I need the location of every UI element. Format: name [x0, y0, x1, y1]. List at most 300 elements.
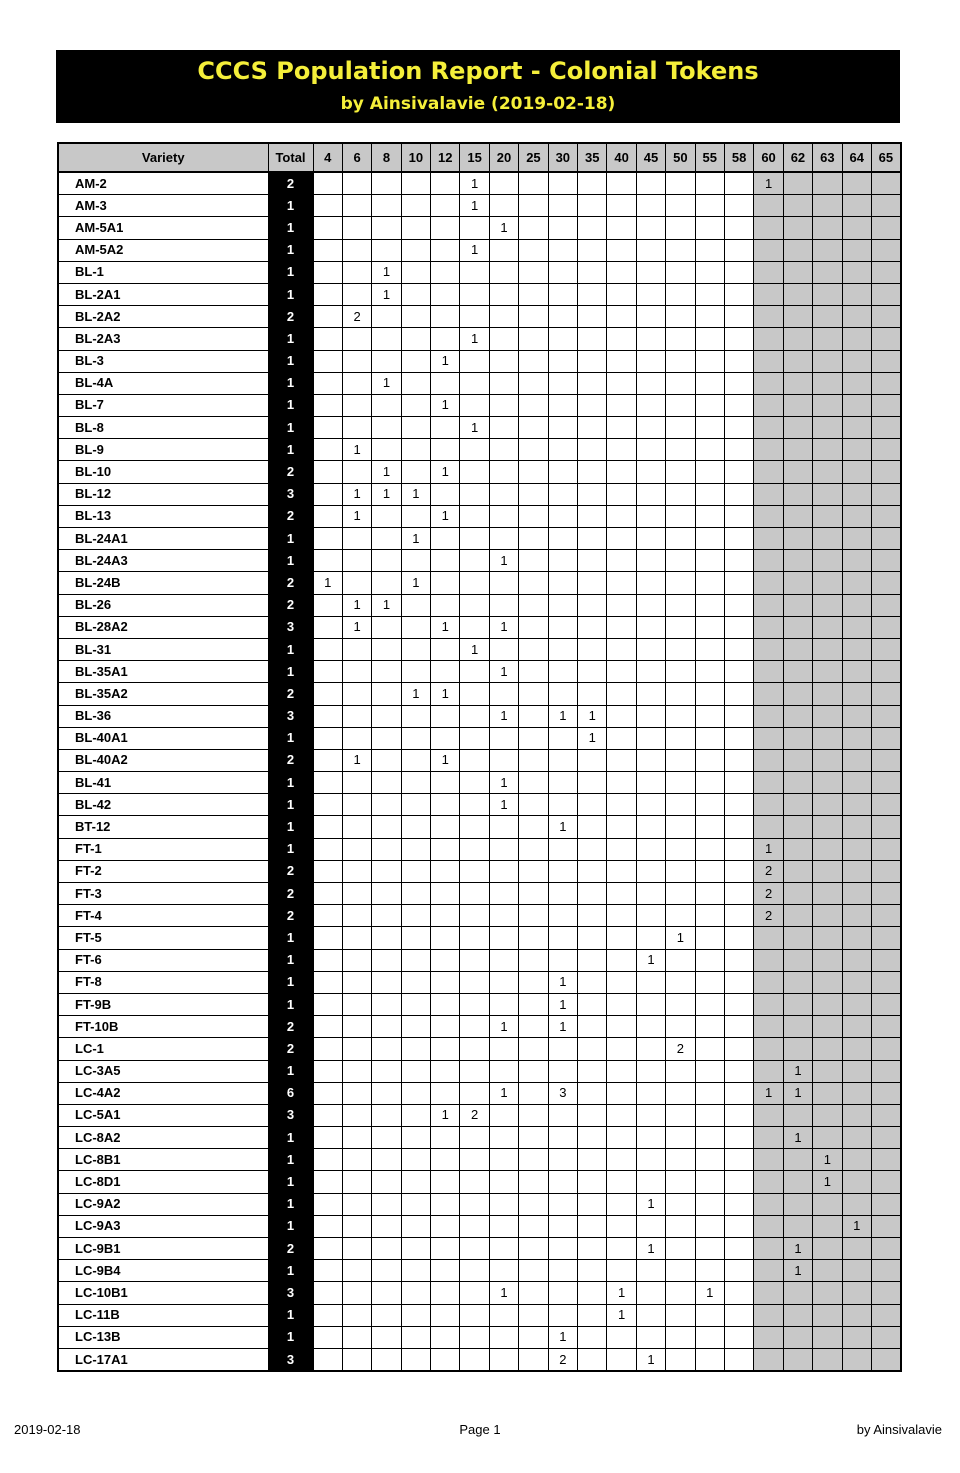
grade-count-cell	[489, 350, 518, 372]
total-cell: 1	[268, 971, 313, 993]
grade-count-cell	[783, 1282, 812, 1304]
grade-count-cell	[313, 1238, 342, 1260]
grade-count-cell	[813, 372, 842, 394]
grade-count-cell	[401, 838, 430, 860]
table-row	[58, 683, 901, 705]
grade-count-cell	[636, 394, 665, 416]
grade-count-cell	[754, 372, 783, 394]
variety-cell: BL-1	[58, 261, 268, 283]
grade-count-cell	[783, 816, 812, 838]
grade-count-cell	[372, 439, 401, 461]
grade-count-cell	[489, 261, 518, 283]
grade-count-cell	[666, 1104, 695, 1126]
table-row	[58, 461, 901, 483]
grade-count-cell	[666, 772, 695, 794]
grade-count-cell	[724, 505, 753, 527]
grade-count-cell	[754, 816, 783, 838]
grade-count-cell	[401, 195, 430, 217]
grade-count-cell	[607, 1238, 636, 1260]
total-cell: 1	[268, 1215, 313, 1237]
grade-count-cell: 1	[342, 483, 371, 505]
grade-count-cell	[519, 1238, 548, 1260]
grade-count-cell	[401, 172, 430, 195]
grade-count-cell	[431, 883, 460, 905]
grade-count-cell	[871, 328, 900, 350]
grade-count-cell: 1	[431, 749, 460, 771]
grade-count-cell	[460, 306, 489, 328]
grade-count-cell	[342, 838, 371, 860]
grade-count-cell	[578, 261, 607, 283]
grade-count-cell	[636, 727, 665, 749]
table-row	[58, 860, 901, 882]
grade-count-cell	[372, 1326, 401, 1348]
grade-count-cell	[372, 1127, 401, 1149]
grade-count-cell	[460, 1060, 489, 1082]
grade-count-cell: 1	[372, 594, 401, 616]
grade-count-cell	[607, 616, 636, 638]
grade-count-cell	[519, 727, 548, 749]
grade-count-cell	[578, 794, 607, 816]
grade-count-cell	[460, 1282, 489, 1304]
grade-count-cell	[636, 772, 665, 794]
grade-count-cell	[783, 1326, 812, 1348]
grade-count-cell	[813, 1238, 842, 1260]
variety-cell: BL-7	[58, 394, 268, 416]
grade-count-cell	[372, 1238, 401, 1260]
grade-count-cell	[871, 705, 900, 727]
grade-count-cell	[548, 261, 577, 283]
grade-count-cell	[813, 528, 842, 550]
grade-count-cell	[489, 816, 518, 838]
grade-count-cell	[401, 727, 430, 749]
grade-count-cell	[431, 1171, 460, 1193]
grade-count-cell	[313, 860, 342, 882]
grade-count-cell	[489, 372, 518, 394]
grade-count-cell	[842, 394, 871, 416]
grade-count-cell	[636, 483, 665, 505]
grade-count-cell	[871, 794, 900, 816]
grade-count-cell	[372, 1038, 401, 1060]
grade-count-cell	[754, 505, 783, 527]
grade-count-cell	[607, 550, 636, 572]
table-row	[58, 172, 901, 195]
grade-count-cell	[607, 439, 636, 461]
grade-count-cell	[724, 1149, 753, 1171]
grade-count-cell	[431, 1060, 460, 1082]
grade-count-cell: 1	[372, 261, 401, 283]
grade-count-cell: 1	[489, 1282, 518, 1304]
grade-count-cell	[313, 661, 342, 683]
grade-count-cell	[342, 328, 371, 350]
grade-count-cell	[842, 1326, 871, 1348]
grade-count-cell	[578, 461, 607, 483]
grade-count-cell	[607, 195, 636, 217]
grade-count-cell	[695, 372, 724, 394]
grade-count-cell	[871, 195, 900, 217]
grade-count-cell	[783, 172, 812, 195]
grade-count-cell	[372, 195, 401, 217]
grade-count-cell: 1	[783, 1260, 812, 1282]
grade-count-cell	[372, 1016, 401, 1038]
grade-count-cell	[871, 1127, 900, 1149]
grade-count-cell	[431, 1016, 460, 1038]
grade-count-cell: 2	[548, 1348, 577, 1371]
grade-count-cell: 2	[754, 883, 783, 905]
grade-count-cell	[342, 1238, 371, 1260]
grade-count-cell	[431, 417, 460, 439]
grade-count-cell	[724, 616, 753, 638]
grade-count-cell	[636, 860, 665, 882]
grade-count-cell	[548, 661, 577, 683]
grade-count-cell	[724, 927, 753, 949]
grade-count-cell	[607, 1171, 636, 1193]
grade-count-cell	[754, 594, 783, 616]
grade-count-cell: 1	[548, 993, 577, 1015]
grade-count-cell	[636, 195, 665, 217]
grade-count-cell	[666, 283, 695, 305]
grade-count-cell	[871, 1326, 900, 1348]
grade-count-cell	[431, 727, 460, 749]
grade-count-cell	[636, 794, 665, 816]
grade-count-cell	[401, 971, 430, 993]
grade-count-cell	[401, 1348, 430, 1371]
grade-count-cell	[519, 1104, 548, 1126]
grade-count-cell	[666, 616, 695, 638]
grade-count-cell	[724, 239, 753, 261]
grade-count-cell	[813, 394, 842, 416]
grade-count-cell	[578, 417, 607, 439]
grade-count-cell	[754, 971, 783, 993]
grade-count-cell	[401, 993, 430, 1015]
variety-cell: BL-40A2	[58, 749, 268, 771]
total-cell: 1	[268, 283, 313, 305]
grade-count-cell	[342, 705, 371, 727]
grade-count-cell	[313, 350, 342, 372]
grade-count-cell	[578, 1193, 607, 1215]
grade-count-cell	[871, 1260, 900, 1282]
grade-count-cell	[519, 417, 548, 439]
grade-count-cell	[871, 594, 900, 616]
grade-count-cell	[636, 1060, 665, 1082]
grade-count-cell	[813, 838, 842, 860]
table-row	[58, 1127, 901, 1149]
table-row	[58, 927, 901, 949]
grade-count-cell	[372, 505, 401, 527]
grade-count-cell	[489, 572, 518, 594]
grade-count-cell	[754, 683, 783, 705]
grade-count-cell	[754, 572, 783, 594]
grade-count-cell	[724, 528, 753, 550]
grade-header: 62	[783, 143, 812, 172]
grade-count-cell	[313, 772, 342, 794]
grade-count-cell	[783, 1016, 812, 1038]
grade-count-cell	[372, 528, 401, 550]
grade-count-cell	[871, 550, 900, 572]
grade-count-cell	[460, 905, 489, 927]
grade-count-cell	[813, 816, 842, 838]
total-cell: 2	[268, 572, 313, 594]
grade-header: 58	[724, 143, 753, 172]
grade-count-cell: 1	[342, 616, 371, 638]
grade-count-cell	[813, 705, 842, 727]
header-row	[58, 143, 901, 172]
grade-count-cell	[871, 1304, 900, 1326]
grade-count-cell	[431, 594, 460, 616]
grade-count-cell	[724, 594, 753, 616]
grade-count-cell	[342, 1016, 371, 1038]
grade-header: 45	[636, 143, 665, 172]
grade-count-cell	[460, 283, 489, 305]
grade-count-cell	[695, 306, 724, 328]
variety-cell: LC-8A2	[58, 1127, 268, 1149]
total-cell: 1	[268, 1060, 313, 1082]
grade-count-cell	[578, 905, 607, 927]
grade-count-cell	[342, 993, 371, 1015]
grade-count-cell: 1	[666, 927, 695, 949]
grade-count-cell	[636, 1149, 665, 1171]
grade-header: 20	[489, 143, 518, 172]
grade-count-cell	[460, 1127, 489, 1149]
grade-count-cell	[401, 1282, 430, 1304]
grade-count-cell	[666, 483, 695, 505]
grade-count-cell	[636, 417, 665, 439]
grade-count-cell	[871, 372, 900, 394]
variety-cell: AM-3	[58, 195, 268, 217]
grade-count-cell	[489, 1304, 518, 1326]
grade-count-cell	[489, 1127, 518, 1149]
grade-count-cell	[519, 971, 548, 993]
grade-count-cell	[607, 172, 636, 195]
grade-count-cell: 1	[401, 572, 430, 594]
grade-count-cell	[754, 350, 783, 372]
grade-count-cell	[519, 927, 548, 949]
grade-count-cell: 1	[431, 505, 460, 527]
grade-count-cell	[724, 306, 753, 328]
grade-count-cell	[783, 306, 812, 328]
table-row	[58, 306, 901, 328]
grade-count-cell	[871, 439, 900, 461]
grade-count-cell	[313, 483, 342, 505]
grade-count-cell	[813, 594, 842, 616]
report-subtitle: by Ainsivalavie (2019-02-18)	[340, 94, 616, 114]
grade-count-cell	[313, 283, 342, 305]
grade-count-cell	[342, 683, 371, 705]
grade-count-cell	[548, 749, 577, 771]
grade-count-cell: 2	[754, 860, 783, 882]
grade-count-cell	[754, 794, 783, 816]
grade-count-cell	[578, 1038, 607, 1060]
grade-count-cell	[695, 1193, 724, 1215]
grade-count-cell: 1	[372, 483, 401, 505]
grade-count-cell	[401, 417, 430, 439]
table-row	[58, 483, 901, 505]
grade-count-cell	[313, 949, 342, 971]
grade-count-cell	[548, 328, 577, 350]
grade-count-cell	[607, 1104, 636, 1126]
grade-count-cell	[724, 683, 753, 705]
grade-count-cell: 1	[342, 594, 371, 616]
grade-count-cell	[548, 417, 577, 439]
grade-count-cell	[636, 1104, 665, 1126]
variety-cell: AM-5A1	[58, 217, 268, 239]
grade-count-cell	[489, 1038, 518, 1060]
grade-count-cell	[754, 1304, 783, 1326]
variety-cell: BL-36	[58, 705, 268, 727]
grade-count-cell	[636, 838, 665, 860]
table-row	[58, 1016, 901, 1038]
grade-count-cell	[724, 1060, 753, 1082]
report-banner	[56, 50, 900, 123]
grade-count-cell	[666, 683, 695, 705]
grade-count-cell	[607, 505, 636, 527]
grade-count-cell	[372, 971, 401, 993]
grade-count-cell	[871, 1215, 900, 1237]
grade-count-cell	[695, 661, 724, 683]
grade-count-cell	[489, 1104, 518, 1126]
grade-count-cell	[519, 1304, 548, 1326]
grade-count-cell	[724, 461, 753, 483]
variety-cell: BL-13	[58, 505, 268, 527]
grade-count-cell	[724, 816, 753, 838]
grade-count-cell	[636, 572, 665, 594]
grade-count-cell	[724, 1326, 753, 1348]
grade-count-cell	[489, 483, 518, 505]
grade-count-cell: 1	[431, 461, 460, 483]
grade-count-cell	[401, 1238, 430, 1260]
grade-count-cell	[489, 727, 518, 749]
grade-count-cell	[813, 683, 842, 705]
grade-count-cell	[431, 927, 460, 949]
variety-cell: BT-12	[58, 816, 268, 838]
grade-count-cell	[842, 727, 871, 749]
grade-count-cell	[578, 283, 607, 305]
grade-count-cell	[754, 306, 783, 328]
grade-count-cell	[431, 794, 460, 816]
grade-count-cell	[842, 1016, 871, 1038]
grade-count-cell	[813, 971, 842, 993]
grade-count-cell	[813, 417, 842, 439]
table-row	[58, 1326, 901, 1348]
grade-count-cell	[871, 350, 900, 372]
grade-count-cell	[313, 1260, 342, 1282]
grade-count-cell	[842, 1149, 871, 1171]
grade-count-cell	[813, 195, 842, 217]
grade-count-cell	[431, 572, 460, 594]
grade-count-cell	[666, 1149, 695, 1171]
grade-count-cell	[548, 794, 577, 816]
grade-count-cell	[460, 1149, 489, 1171]
variety-cell: BL-3	[58, 350, 268, 372]
grade-count-cell	[754, 927, 783, 949]
grade-count-cell	[548, 1104, 577, 1126]
grade-count-cell	[607, 727, 636, 749]
grade-count-cell: 1	[548, 816, 577, 838]
grade-count-cell	[636, 993, 665, 1015]
grade-count-cell	[871, 772, 900, 794]
grade-count-cell	[460, 971, 489, 993]
grade-count-cell	[313, 1282, 342, 1304]
total-cell: 1	[268, 1326, 313, 1348]
grade-count-cell	[871, 883, 900, 905]
grade-count-cell	[519, 1149, 548, 1171]
grade-count-cell	[754, 993, 783, 1015]
grade-count-cell	[489, 1260, 518, 1282]
grade-count-cell	[666, 1348, 695, 1371]
grade-count-cell	[342, 172, 371, 195]
grade-count-cell	[636, 1171, 665, 1193]
table-row	[58, 1104, 901, 1126]
grade-count-cell	[636, 172, 665, 195]
grade-count-cell	[842, 661, 871, 683]
grade-count-cell	[666, 372, 695, 394]
grade-count-cell	[431, 1193, 460, 1215]
variety-cell: LC-3A5	[58, 1060, 268, 1082]
grade-count-cell	[695, 417, 724, 439]
grade-count-cell	[607, 749, 636, 771]
table-header	[58, 143, 901, 172]
grade-count-cell	[724, 1104, 753, 1126]
variety-cell: FT-9B	[58, 993, 268, 1015]
grade-count-cell	[695, 283, 724, 305]
grade-count-cell	[460, 1171, 489, 1193]
grade-count-cell	[372, 838, 401, 860]
grade-count-cell: 1	[431, 616, 460, 638]
total-cell: 1	[268, 727, 313, 749]
grade-count-cell	[871, 683, 900, 705]
grade-count-cell	[783, 927, 812, 949]
grade-count-cell	[578, 1127, 607, 1149]
grade-count-cell	[519, 195, 548, 217]
variety-cell: LC-9A2	[58, 1193, 268, 1215]
grade-count-cell	[842, 261, 871, 283]
grade-count-cell	[548, 1282, 577, 1304]
grade-count-cell	[460, 772, 489, 794]
grade-count-cell	[871, 483, 900, 505]
grade-count-cell	[607, 283, 636, 305]
grade-count-cell	[842, 328, 871, 350]
grade-count-cell: 1	[489, 794, 518, 816]
grade-count-cell	[607, 883, 636, 905]
variety-cell: FT-1	[58, 838, 268, 860]
grade-count-cell	[695, 350, 724, 372]
grade-count-cell	[754, 394, 783, 416]
grade-count-cell	[489, 683, 518, 705]
grade-count-cell	[813, 1260, 842, 1282]
grade-count-cell	[372, 350, 401, 372]
grade-count-cell	[342, 372, 371, 394]
grade-count-cell	[342, 1348, 371, 1371]
grade-count-cell	[754, 705, 783, 727]
grade-count-cell	[548, 727, 577, 749]
grade-count-cell	[372, 705, 401, 727]
grade-count-cell	[342, 971, 371, 993]
grade-header: 64	[842, 143, 871, 172]
total-cell: 1	[268, 1127, 313, 1149]
grade-count-cell	[342, 794, 371, 816]
grade-count-cell	[842, 816, 871, 838]
footer-date: 2019-02-18	[14, 1422, 81, 1437]
grade-count-cell	[313, 528, 342, 550]
grade-count-cell	[548, 1038, 577, 1060]
grade-count-cell	[783, 394, 812, 416]
grade-count-cell	[871, 1104, 900, 1126]
table-row	[58, 727, 901, 749]
grade-count-cell	[489, 905, 518, 927]
grade-count-cell	[372, 661, 401, 683]
total-cell: 3	[268, 616, 313, 638]
grade-count-cell	[695, 1104, 724, 1126]
variety-cell: BL-28A2	[58, 616, 268, 638]
